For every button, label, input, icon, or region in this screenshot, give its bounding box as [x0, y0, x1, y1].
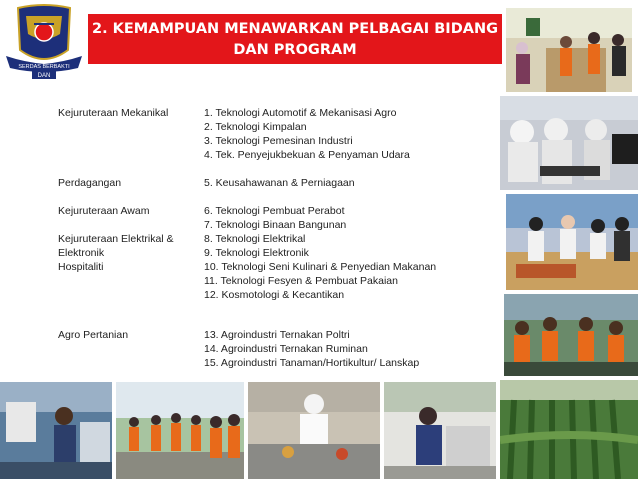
program-item: 6. Teknologi Pembuat Perabot: [204, 205, 345, 217]
photo-electronics-lab: [0, 382, 112, 479]
category-awam: Kejuruteraan Awam: [58, 205, 150, 217]
category-elektrikal: Kejuruteraan Elektrikal &: [58, 233, 174, 245]
category-agro-pertanian: Agro Pertanian: [58, 329, 129, 341]
logo-motto: SERDAS BERBAKTI: [18, 64, 70, 70]
program-item: 12. Kosmotologi & Kecantikan: [204, 289, 345, 301]
photo-machining-lab: [384, 382, 496, 479]
program-item: 2. Teknologi Kimpalan: [204, 121, 307, 133]
school-crest-logo: [4, 4, 84, 80]
photo-culinary-demo: [248, 382, 380, 479]
program-item: 13. Agroindustri Ternakan Poltri: [204, 329, 350, 341]
program-item: 7. Teknologi Binaan Bangunan: [204, 219, 347, 231]
program-item: 1. Teknologi Automotif & Mekanisasi Agro: [204, 107, 397, 119]
program-item: 10. Teknologi Seni Kulinari & Penyedian Makanan: [204, 261, 437, 273]
category-hospitaliti: Hospitaliti: [58, 261, 104, 273]
photo-culinary-class: [506, 194, 638, 290]
photo-agriculture-greenhouse: [500, 380, 638, 479]
program-item: 4. Tek. Penyejukbekuan & Penyaman Udara: [204, 149, 410, 161]
program-item: 8. Teknologi Elektrikal: [204, 233, 306, 245]
photo-workshop-students: [504, 294, 638, 376]
program-item: 11. Teknologi Fesyen & Pembuat Pakaian: [204, 275, 398, 287]
category-perdagangan: Perdagangan: [58, 177, 122, 189]
program-item: 3. Teknologi Pemesinan Industri: [204, 135, 353, 147]
slide-title: [88, 14, 502, 64]
category-mekanikal: Kejuruteraan Mekanikal: [58, 107, 169, 119]
category-elektronik: Elektronik: [58, 247, 105, 259]
program-item: 14. Agroindustri Ternakan Ruminan: [204, 343, 368, 355]
title-line-2: DAN PROGRAM: [233, 42, 357, 58]
program-item: 9. Teknologi Elektronik: [204, 247, 309, 259]
photo-students-outdoor: [116, 382, 244, 479]
logo-ribbon-word: DAN: [37, 73, 51, 79]
program-item: 15. Agroindustri Tanaman/Hortikultur/ Lanskap: [204, 357, 420, 369]
title-line-1: 2. KEMAMPUAN MENAWARKAN PELBAGAI BIDANG: [92, 21, 498, 37]
photo-computer-lab: [500, 96, 638, 190]
photo-office-staff: [506, 8, 632, 92]
program-item: 5. Keusahawanan & Perniagaan: [204, 177, 355, 189]
